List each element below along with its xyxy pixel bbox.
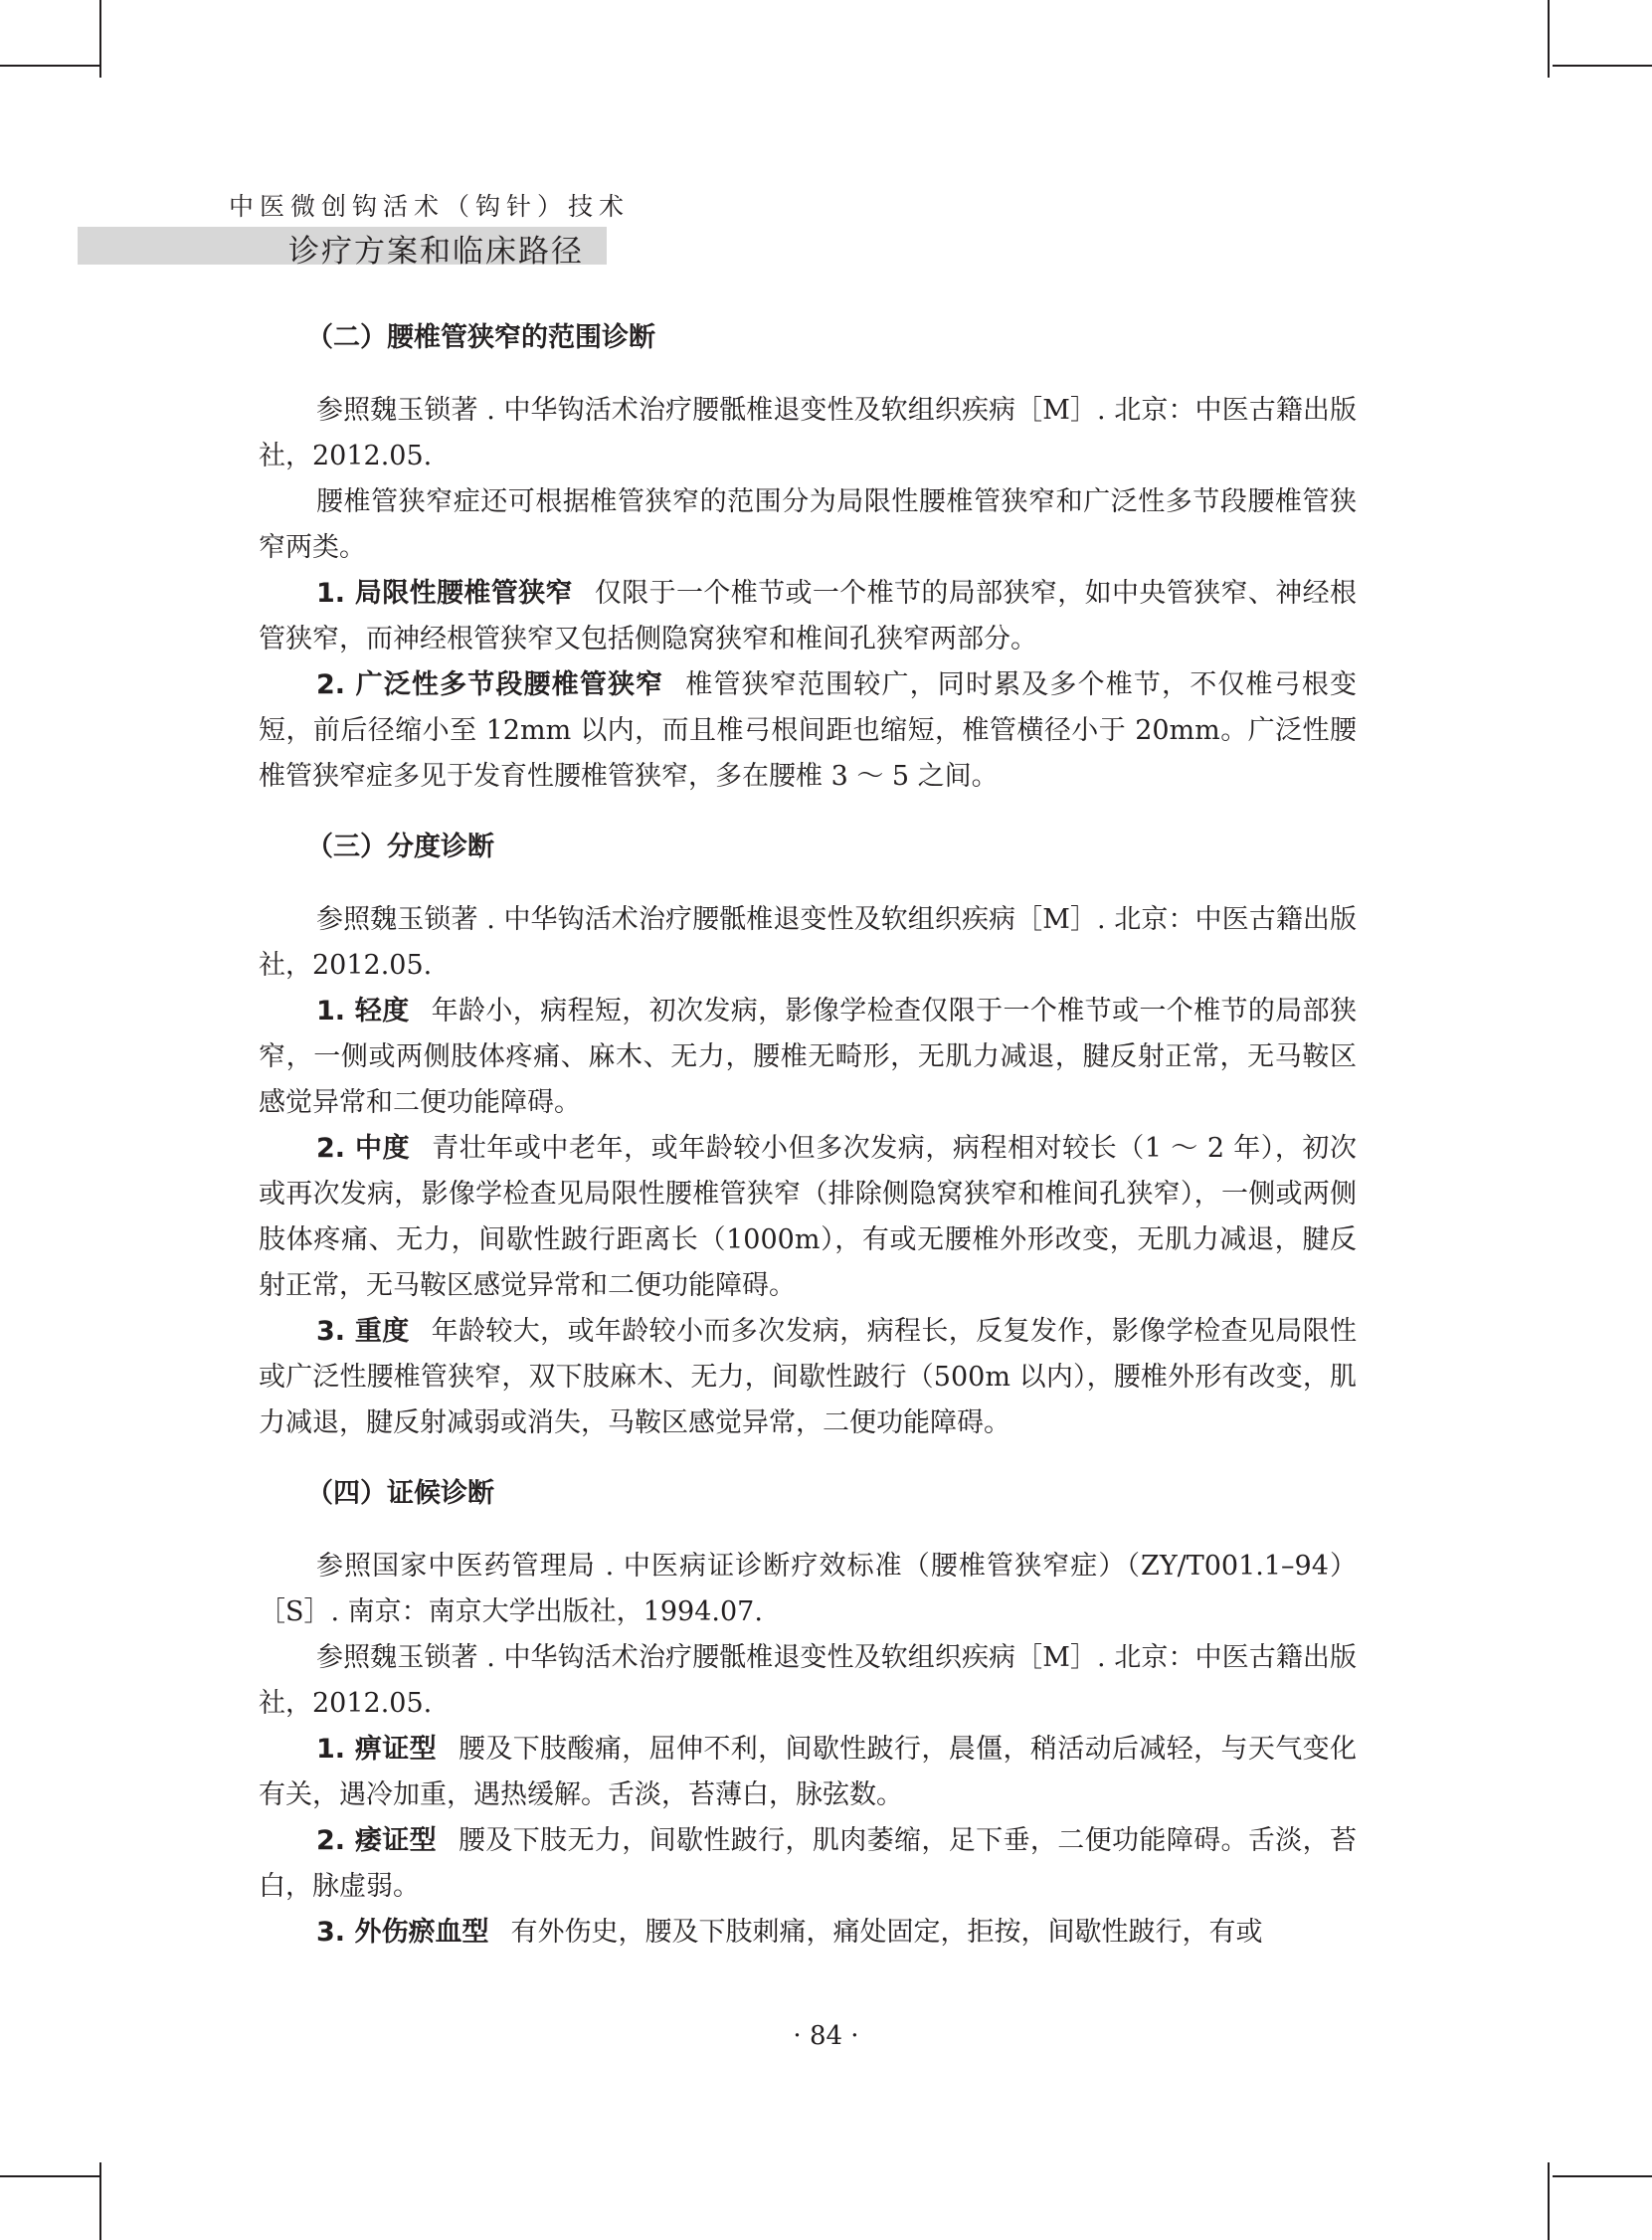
paragraph [259, 1544, 1357, 1635]
paragraph-text: 参照魏玉锁著 . 中华钩活术治疗腰骶椎退变性及软组织疾病［M］. 北京：中医古籍出版社，2012.05. [259, 395, 1357, 471]
paragraph [259, 1727, 1357, 1818]
crop-mark [1548, 2162, 1550, 2240]
paragraph-text: 参照魏玉锁著 . 中华钩活术治疗腰骶椎退变性及软组织疾病［M］. 北京：中医古籍出版社，2012.05. [259, 904, 1357, 981]
paragraph-term: 1. 轻度 [316, 996, 410, 1027]
paragraph-text: 年龄较大，或年龄较小而多次发病，病程长，反复发作，影像学检查见局限性或广泛性腰椎管狭窄，双下肢麻木、无力，间歇性跛行（500m 以内），腰椎外形有改变，肌力减退，腱反射减弱或消失，马鞍区感觉异常，二便功能障碍。 [259, 1316, 1357, 1438]
paragraph [259, 1635, 1357, 1727]
crop-mark [1553, 2175, 1652, 2177]
paragraph-text: 椎管狭窄范围较广，同时累及多个椎节，不仅椎弓根变短，前后径缩小至 12mm 以内，而且椎弓根间距也缩短，椎管横径小于 20mm。广泛性腰椎管狭窄症多见于发育性腰椎管狭窄，多在腰椎 3 ～ 5 之间。 [259, 669, 1358, 792]
section-heading: （四）证候诊断 [306, 1478, 494, 1509]
crop-mark [0, 2175, 99, 2177]
paragraph-text: 腰椎管狭窄症还可根据椎管狭窄的范围分为局限性腰椎管狭窄和广泛性多节段腰椎管狭窄两类。 [259, 486, 1357, 563]
running-header-subtitle: 诊疗方案和临床路径 [288, 234, 584, 270]
paragraph-term: 3. 重度 [316, 1316, 410, 1347]
paragraph-text: 青壮年或中老年，或年龄较小但多次发病，病程相对较长（1 ～ 2 年），初次或再次发病，影像学检查见局限性腰椎管狭窄（排除侧隐窝狭窄和椎间孔狭窄），一侧或两侧肢体疼痛、无力，间歇性跛行距离长（1000m），有或无腰椎外形改变，无肌力减退，腱反射正常，无马鞍区感觉异常和二便功能障碍。 [259, 1133, 1357, 1301]
section-heading: （二）腰椎管狭窄的范围诊断 [306, 322, 655, 353]
paragraph [259, 897, 1357, 989]
paragraph-text: 仅限于一个椎节或一个椎节的局部狭窄，如中央管狭窄、神经根管狭窄，而神经根管狭窄又包括侧隐窝狭窄和椎间孔狭窄两部分。 [259, 578, 1358, 654]
crop-mark [99, 2162, 101, 2240]
paragraph-term: 1. 局限性腰椎管狭窄 [316, 578, 573, 609]
paragraph [259, 479, 1357, 571]
paragraph-term: 2. 痿证型 [316, 1825, 437, 1856]
page-number: · 84 · [793, 2021, 859, 2051]
paragraph [259, 571, 1357, 662]
paragraph-term: 1. 痹证型 [316, 1734, 437, 1765]
crop-mark [1548, 0, 1550, 78]
crop-mark [0, 65, 99, 67]
section-heading: （三）分度诊断 [306, 832, 494, 862]
running-header-series-title: 中医微创钩活术（钩针）技术 [229, 192, 631, 221]
paragraph-text: 参照魏玉锁著 . 中华钩活术治疗腰骶椎退变性及软组织疾病［M］. 北京：中医古籍出版社，2012.05. [259, 1642, 1357, 1719]
paragraph [259, 1126, 1357, 1309]
paragraph-text: 腰及下肢无力，间歇性跛行，肌肉萎缩，足下垂，二便功能障碍。舌淡，苔白，脉虚弱。 [259, 1825, 1357, 1902]
paragraph-term: 3. 外伤瘀血型 [316, 1917, 489, 1948]
paragraph-term: 2. 中度 [316, 1133, 411, 1164]
paragraph [259, 662, 1357, 800]
paragraph-text: 参照国家中医药管理局 . 中医病证诊断疗效标准（腰椎管狭窄症）（ZY/T001.1–94）［S］. 南京：南京大学出版社，1994.07. [259, 1551, 1357, 1627]
paragraph [259, 1309, 1357, 1446]
paragraph-text: 年龄小，病程短，初次发病，影像学检查仅限于一个椎节或一个椎节的局部狭窄，一侧或两侧肢体疼痛、麻木、无力，腰椎无畸形，无肌力减退，腱反射正常，无马鞍区感觉异常和二便功能障碍。 [259, 996, 1357, 1118]
paragraph [259, 388, 1357, 479]
page-body [259, 316, 1357, 1956]
paragraph-text: 腰及下肢酸痛，屈伸不利，间歇性跛行，晨僵，稍活动后减轻，与天气变化有关，遇冷加重，遇热缓解。舌淡，苔薄白，脉弦数。 [259, 1734, 1357, 1810]
paragraph-term: 2. 广泛性多节段腰椎管狭窄 [316, 669, 664, 700]
paragraph [259, 1818, 1357, 1910]
crop-mark [1553, 65, 1652, 67]
paragraph [259, 989, 1357, 1126]
crop-mark [99, 0, 101, 78]
paragraph [259, 1910, 1357, 1956]
paragraph-text: 有外伤史，腰及下肢刺痛，痛处固定，拒按，间歇性跛行，有或 [510, 1917, 1263, 1948]
